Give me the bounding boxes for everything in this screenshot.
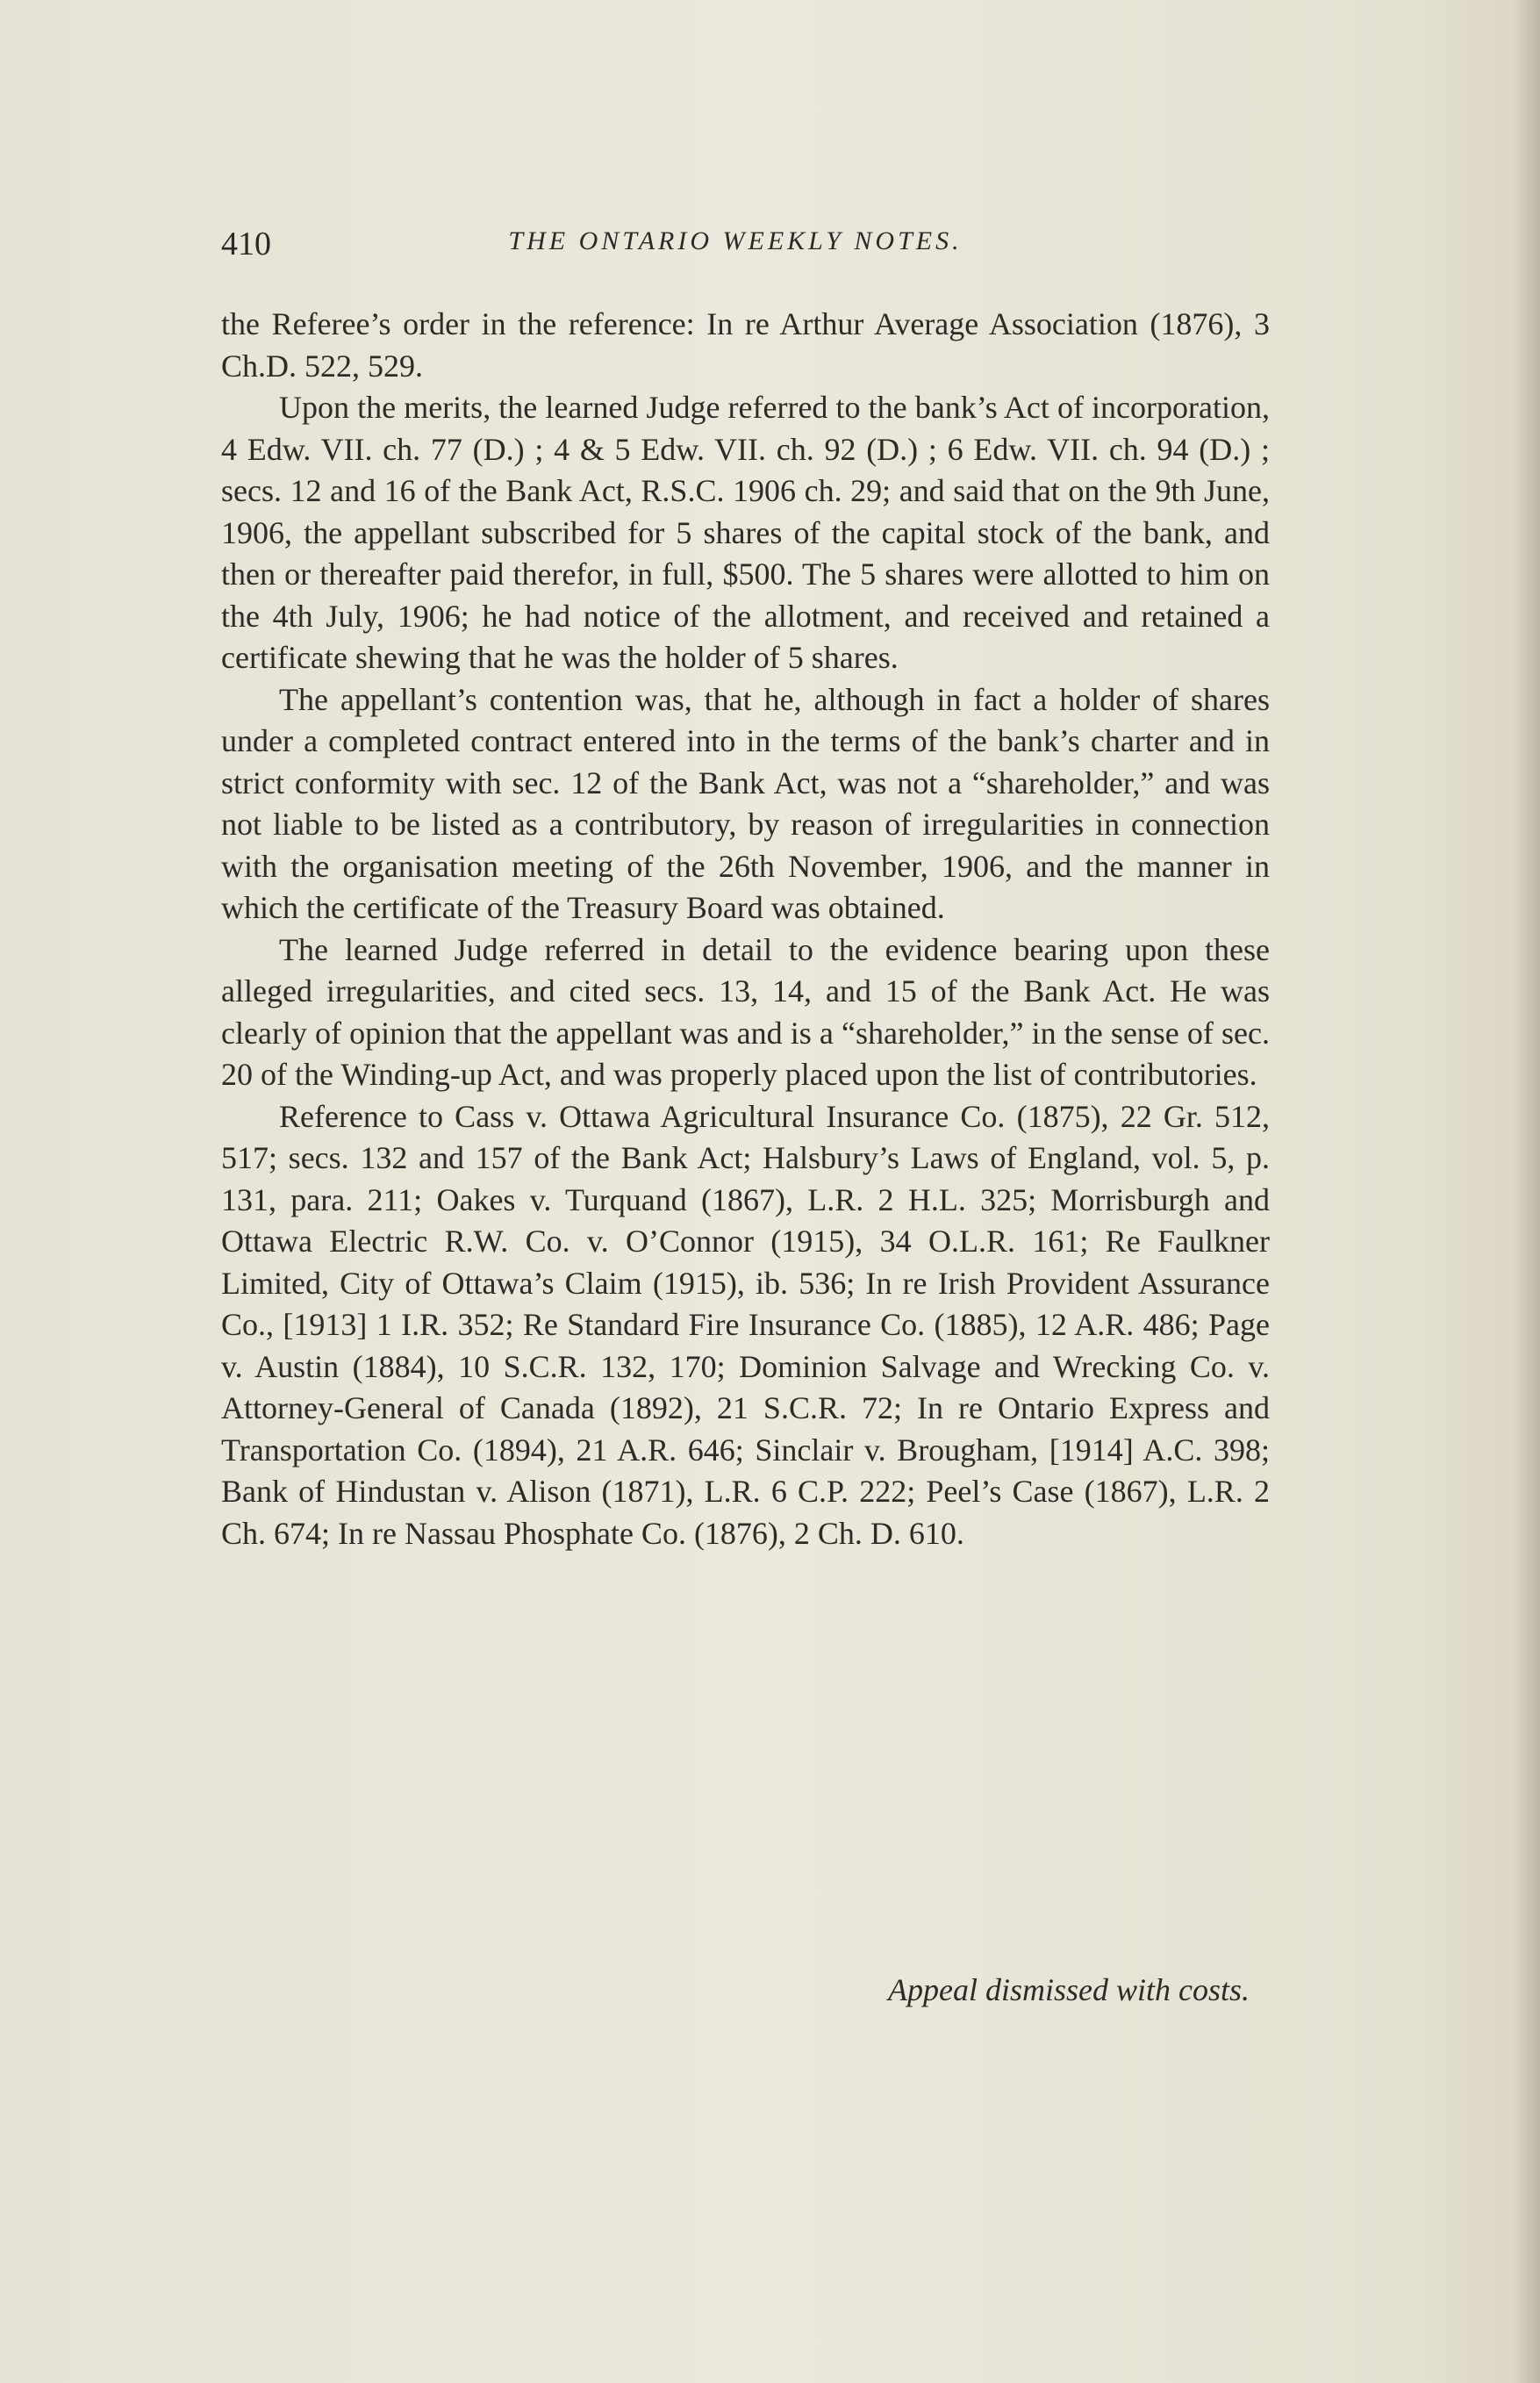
- disposition: Appeal dismissed with costs.: [888, 1972, 1250, 2007]
- body-text: [221, 304, 1270, 1554]
- page-number: 410: [221, 226, 271, 262]
- page-header: [221, 225, 1250, 277]
- paragraph-references: Reference to Cass v. Ottawa Agricultural Insurance Co. (1875), 22 Gr. 512, 517; secs. 132 and 157 of the Bank Act; Halsbury’s Laws of England, vol. 5, p. 131, para. 211; Oakes v. Turquand (1867), L.R. 2 H.L. 325; Morrisburgh and Ottawa Electric R.W. Co. v. O’Connor (1915), 34 O.L.R. 161; Re Faulkner Limited, City of Ottawa’s Claim (1915), ib. 536; In re Irish Provident Assurance Co., [1913] 1 I.R. 352; Re Standard Fire Insurance Co. (1885), 12 A.R. 486; Page v. Austin (1884), 10 S.C.R. 132, 170; Dominion Salvage and Wrecking Co. v. Attorney-General of Canada (1892), 21 S.C.R. 72; In re Ontario Express and Transportation Co. (1894), 21 A.R. 646; Sinclair v. Brougham, [1914] A.C. 398; Bank of Hindustan v. Alison (1871), L.R. 6 C.P. 222; Peel’s Case (1867), L.R. 2 Ch. 674; In re Nassau Phosphate Co. (1876), 2 Ch. D. 610.: [221, 1098, 1270, 1551]
- page-edge-shadow: [1514, 0, 1540, 2383]
- paragraph-contention: The appellant’s contention was, that he, although in fact a holder of shares under a completed contract entered into in the terms of the bank’s charter and in strict conformity with sec. 12 of the Bank Act, was not a “shareholder,” and was not liable to be listed as a contributory, by reason of irregularities in connection with the organisation meeting of the 26th November, 1906, and the manner in which the certificate of the Treasury Board was obtained.: [221, 681, 1270, 925]
- paragraph-judgment: The learned Judge referred in detail to the evidence bearing upon these alleged irregularities, and cited secs. 13, 14, and 15 of the Bank Act. He was clearly of opinion that the appellant was and is a “shareholder,” in the sense of sec. 20 of the Winding-up Act, and was properly placed upon the list of contributories.: [221, 931, 1270, 1092]
- running-head: THE ONTARIO WEEKLY NOTES.: [508, 226, 963, 255]
- paragraph-merits: Upon the merits, the learned Judge referred to the bank’s Act of incorporation, 4 Edw. VII. ch. 77 (D.) ; 4 & 5 Edw. VII. ch. 92 (D.) ; 6 Edw. VII. ch. 94 (D.) ; secs. 12 and 16 of the Bank Act, R.S.C. 1906 ch. 29; and said that on the 9th June, 1906, the appellant subscribed for 5 shares of the capital stock of the bank, and then or thereafter paid therefor, in full, $500. The 5 shares were allotted to him on the 4th July, 1906; he had notice of the allotment, and received and retained a certificate shewing that he was the holder of 5 shares.: [221, 390, 1270, 675]
- paragraph-continuation: the Referee’s order in the reference: In re Arthur Average Association (1876), 3 Ch.D. 522, 529.: [221, 306, 1270, 384]
